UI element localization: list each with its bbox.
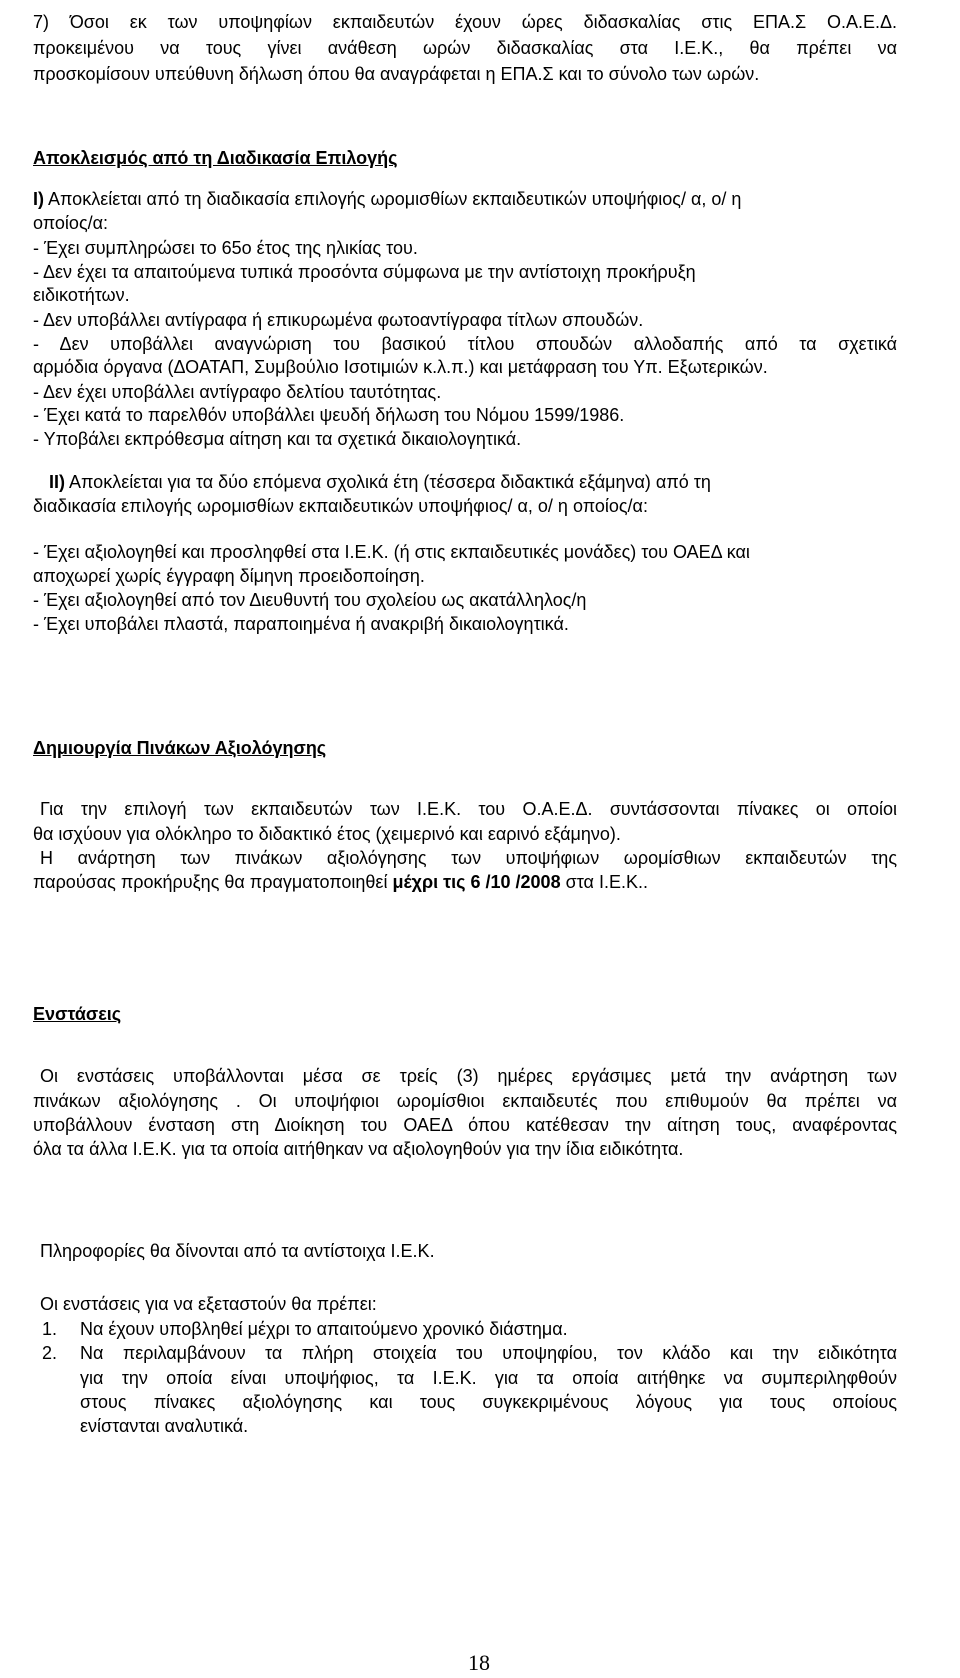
- exclusion-item-cont: αρμόδια όργανα (ΔΟΑΤΑΠ, Συμβούλιο Ισοτιμιών κ.λ.π.) και μετάφραση του Υπ. Εξωτερικών.: [33, 357, 768, 377]
- part2-text: Αποκλείεται για τα δύο επόμενα σχολικά έτη (τέσσερα διδακτικά εξάμηνα) από τη: [65, 472, 711, 492]
- objections-info: Πληροφορίες θα δίνονται από τα αντίστοιχα Ι.Ε.Κ.: [40, 1241, 435, 1261]
- part2-marker: ΙΙ): [49, 472, 65, 492]
- exclusion-item-cont: ειδικοτήτων.: [33, 285, 130, 305]
- exclusion-heading: Αποκλεισμός από τη Διαδικασία Επιλογής: [33, 148, 398, 168]
- intro-line-3: προσκομίσουν υπεύθυνη δήλωση όπου θα αναγράφεται η ΕΠΑ.Σ και το σύνολο των ωρών.: [33, 64, 760, 84]
- list-item: Να περιλαμβάνουν τα πλήρη στοιχεία του υποψηφίου, τον κλάδο και την ειδικότητα: [80, 1343, 897, 1363]
- exclusion-part2-intro: [33, 470, 711, 494]
- tables-line-3: Η ανάρτηση των πινάκων αξιολόγησης των υποψήφιων ωρομίσθιων εκπαιδευτών της: [40, 848, 897, 868]
- exclusion-item: - Υποβάλει εκπρόθεσμα αίτηση και τα σχετικά δικαιολογητικά.: [33, 429, 522, 449]
- tables-line-1: Για την επιλογή των εκπαιδευτών των Ι.Ε.Κ. του Ο.Α.Ε.Δ. συντάσσονται πίνακες οι οποίοι: [40, 799, 897, 819]
- exclusion-item: - Έχει συμπληρώσει το 65ο έτος της ηλικίας του.: [33, 238, 418, 258]
- tables-line-4: [33, 870, 648, 894]
- exclusion-item: - Έχει κατά το παρελθόν υποβάλλει ψευδή δήλωση του Νόμου 1599/1986.: [33, 405, 625, 425]
- tables-line-4-end: στα Ι.Ε.Κ..: [560, 872, 648, 892]
- exclusion-part1-intro-cont: οποίος/α:: [33, 213, 109, 233]
- exclusion-item: - Δεν έχει υποβάλλει αντίγραφο δελτίου ταυτότητας.: [33, 382, 442, 402]
- exclusion-item: - Δεν έχει τα απαιτούμενα τυπικά προσόντα σύμφωνα με την αντίστοιχη προκήρυξη: [33, 262, 696, 282]
- part1-text: Αποκλείεται από τη διαδικασία επιλογής ωρομισθίων εκπαιδευτικών υποψήφιος/ α, ο/ η: [44, 189, 742, 209]
- intro-line-2: προκειμένου να τους γίνει ανάθεση ωρών διδασκαλίας στα Ι.Ε.Κ., θα πρέπει να: [33, 38, 897, 58]
- exclusion-item: - Έχει υποβάλει πλαστά, παραποιημένα ή ανακριβή δικαιολογητικά.: [33, 614, 569, 634]
- objections-exam-intro: Οι ενστάσεις για να εξεταστούν θα πρέπει:: [40, 1294, 377, 1314]
- exclusion-item: - Δεν υποβάλλει αναγνώριση του βασικού τίτλου σπουδών αλλοδαπής από τα σχετικά: [33, 334, 897, 354]
- list-number: 1.: [42, 1319, 58, 1339]
- page-number: 18: [468, 1650, 490, 1675]
- tables-heading: Δημιουργία Πινάκων Αξιολόγησης: [33, 738, 327, 758]
- list-number: 2.: [42, 1343, 58, 1363]
- exclusion-part2-intro-cont: διαδικασία επιλογής ωρομισθίων εκπαιδευτικών υποψήφιος/ α, ο/ η οποίος/α:: [33, 496, 648, 516]
- objections-heading: Ενστάσεις: [33, 1004, 122, 1024]
- list-item-cont: ενίστανται αναλυτικά.: [80, 1416, 249, 1436]
- tables-line-4-text: παρούσας προκήρυξης θα πραγματοποιηθεί: [33, 872, 393, 892]
- objections-line: υποβάλλουν ένσταση στη Διοίκηση του ΟΑΕΔ όπου κατέθεσαν την αίτηση τους, αναφέροντας: [33, 1115, 897, 1135]
- objections-line: Οι ενστάσεις υποβάλλονται μέσα σε τρείς (3) ημέρες εργάσιμες μετά την ανάρτηση των: [40, 1066, 897, 1086]
- list-item: Να έχουν υποβληθεί μέχρι το απαιτούμενο χρονικό διάστημα.: [80, 1319, 568, 1339]
- publication-deadline: μέχρι τις 6 /10 /2008: [392, 872, 561, 892]
- list-item-cont: στους πίνακες αξιολόγησης και τους συγκεκριμένους λόγους για τους οποίους: [80, 1392, 897, 1412]
- exclusion-item: - Έχει αξιολογηθεί από τον Διευθυντή του σχολείου ως ακατάλληλος/η: [33, 590, 587, 610]
- exclusion-item: - Έχει αξιολογηθεί και προσληφθεί στα Ι.Ε.Κ. (ή στις εκπαιδευτικές μονάδες) του ΟΑΕΔ και: [33, 542, 750, 562]
- objections-line: πινάκων αξιολόγησης . Οι υποψήφιοι ωρομίσθιοι εκπαιδευτές που επιθυμούν θα πρέπει να: [33, 1091, 897, 1111]
- intro-line-1: 7) Όσοι εκ των υποψηφίων εκπαιδευτών έχουν ώρες διδασκαλίας στις ΕΠΑ.Σ Ο.Α.Ε.Δ.: [33, 12, 897, 32]
- exclusion-part1-intro: [33, 187, 741, 211]
- part1-marker: Ι): [33, 189, 44, 209]
- list-item-cont: για την οποία είναι υποψήφιος, τα Ι.Ε.Κ. για τα οποία αιτήθηκε να συμπεριληφθούν: [80, 1368, 897, 1388]
- exclusion-item-cont: αποχωρεί χωρίς έγγραφη δίμηνη προειδοποίηση.: [33, 566, 425, 586]
- tables-line-2: θα ισχύουν για ολόκληρο το διδακτικό έτος (χειμερινό και εαρινό εξάμηνο).: [33, 824, 621, 844]
- exclusion-item: - Δεν υποβάλλει αντίγραφα ή επικυρωμένα φωτοαντίγραφα τίτλων σπουδών.: [33, 310, 644, 330]
- objections-line: όλα τα άλλα Ι.Ε.Κ. για τα οποία αιτήθηκαν να αξιολογηθούν για την ίδια ειδικότητα.: [33, 1139, 684, 1159]
